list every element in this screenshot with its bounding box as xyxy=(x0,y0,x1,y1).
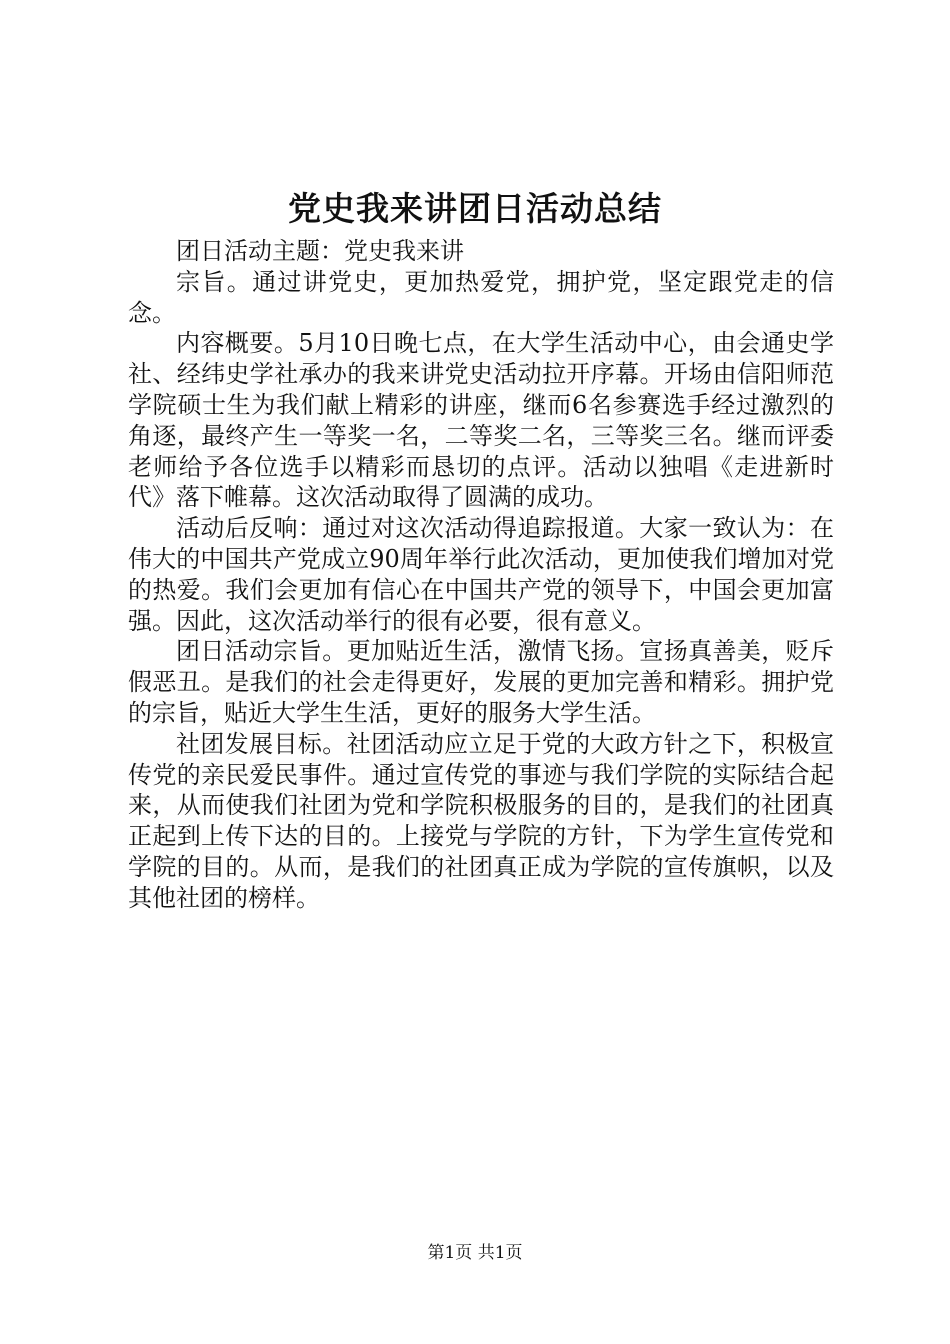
paragraph-theme: 团日活动主题：党史我来讲 xyxy=(176,237,464,265)
paragraph-summary: 内容概要。5月10日晚七点，在大学生活动中心，由会通史学社、经纬史学社承办的我来讲党史活动拉开序幕。开场由信阳师范学院硕士生为我们献上精彩的讲座，继而6名参赛选手经过激烈的角逐，最终产生一等奖一名，二等奖二名，三等奖三名。继而评委老师给予各位选手以精彩而恳切的点评。活动以独唱《走进新时代》落下帷幕。这次活动取得了圆满的成功。 xyxy=(128,329,834,512)
paragraph-response: 活动后反响：通过对这次活动得追踪报道。大家一致认为：在伟大的中国共产党成立90周年举行此次活动，更加使我们增加对党的热爱。我们会更加有信心在中国共产党的领导下，中国会更加富强。因此，这次活动举行的很有必要，很有意义。 xyxy=(128,514,834,635)
page-footer: 第1页 共1页 xyxy=(427,1243,523,1263)
paragraph-club-goal: 社团发展目标。社团活动应立足于党的大政方针之下，积极宣传党的亲民爱民事件。通过宣传党的事迹与我们学院的实际结合起来，从而使我们社团为党和学院积极服务的目的，是我们的社团真正起到上传下达的目的。上接党与学院的方针，下为学生宣传党和学院的目的。从而，是我们的社团真正成为学院的宣传旗帜，以及其他社团的榜样。 xyxy=(128,729,834,912)
document-title: 党史我来讲团日活动总结 xyxy=(288,189,662,228)
paragraph-activity-goal: 团日活动宗旨。更加贴近生活，激情飞扬。宣扬真善美，贬斥假恶丑。是我们的社会走得更好，发展的更加完善和精彩。拥护党的宗旨，贴近大学生生活，更好的服务大学生活。 xyxy=(128,637,834,727)
paragraph-purpose: 宗旨。通过讲党史，更加热爱党，拥护党，坚定跟党走的信念。 xyxy=(128,267,834,327)
document-body xyxy=(128,236,834,914)
